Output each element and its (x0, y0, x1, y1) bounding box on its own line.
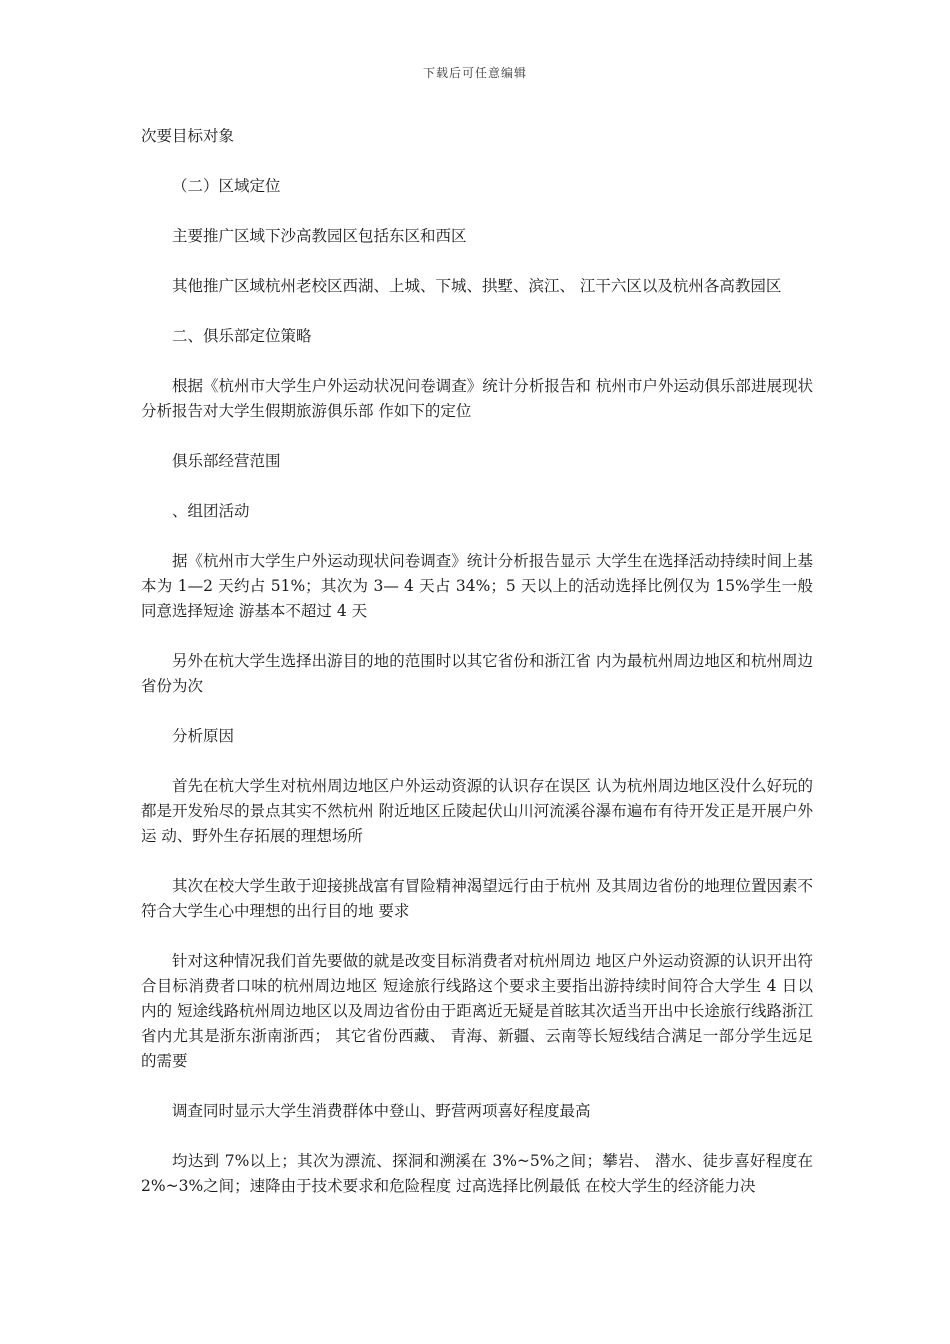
document-body (141, 124, 813, 1199)
paragraph: 首先在杭大学生对杭州周边地区户外运动资源的认识存在误区 认为杭州周边地区没什么好玩的都是开发殆尽的景点其实不然杭州 附近地区丘陵起伏山川河流溪谷瀑布遍布有待开发正是开展户外运 动、野外生存拓展的理想场所 (141, 777, 813, 845)
section-heading: 二、俱乐部定位策略 (172, 327, 312, 345)
paragraph: 俱乐部经营范围 (172, 452, 281, 470)
page-header-note: 下载后可任意编辑 (422, 66, 527, 80)
paragraph: 据《杭州市大学生户外运动现状问卷调查》统计分析报告显示 大学生在选择活动持续时间上基本为 1—2 天约占 51%；其次为 3— 4 天占 34%；5 天以上的活动选择比例仅为 15%学生一般同意选择短途 游基本不超过 4 天 (141, 552, 813, 620)
paragraph: 另外在杭大学生选择出游目的地的范围时以其它省份和浙江省 内为最杭州周边地区和杭州周边省份为次 (141, 652, 813, 695)
paragraph: 次要目标对象 (141, 127, 235, 145)
paragraph: 针对这种情况我们首先要做的就是改变目标消费者对杭州周边 地区户外运动资源的认识开出符合目标消费者口味的杭州周边地区 短途旅行线路这个要求主要指出游持续时间符合大学生 4 日以内的 短途线路杭州周边地区以及周边省份由于距离近无疑是首眩其次适当开出中长途旅行线路浙江省内尤其是浙东浙南浙西； 其它省份西藏、 青海、新疆、云南等长短线结合满足一部分学生远足的需要 (141, 952, 813, 1070)
paragraph: 均达到 7%以上；其次为漂流、探洞和溯溪在 3%~5%之间；攀岩、 潜水、徒步喜好程度在 2%~3%之间；速降由于技术要求和危险程度 过高选择比例最低 在校大学生的经济能力决 (141, 1152, 813, 1195)
paragraph: 调查同时显示大学生消费群体中登山、野营两项喜好程度最高 (172, 1102, 591, 1120)
paragraph: 分析原因 (172, 727, 235, 745)
section-heading: （二）区域定位 (172, 177, 281, 195)
paragraph: 根据《杭州市大学生户外运动状况问卷调查》统计分析报告和 杭州市户外运动俱乐部进展现状分析报告对大学生假期旅游俱乐部 作如下的定位 (141, 377, 813, 420)
paragraph: 其他推广区域杭州老校区西湖、上城、下城、拱墅、滨江、 江干六区以及杭州各高教园区 (172, 277, 782, 295)
paragraph: 主要推广区域下沙高教园区包括东区和西区 (172, 227, 467, 245)
paragraph: 、组团活动 (172, 502, 250, 520)
paragraph: 其次在校大学生敢于迎接挑战富有冒险精神渴望远行由于杭州 及其周边省份的地理位置因素不符合大学生心中理想的出行目的地 要求 (141, 877, 813, 920)
